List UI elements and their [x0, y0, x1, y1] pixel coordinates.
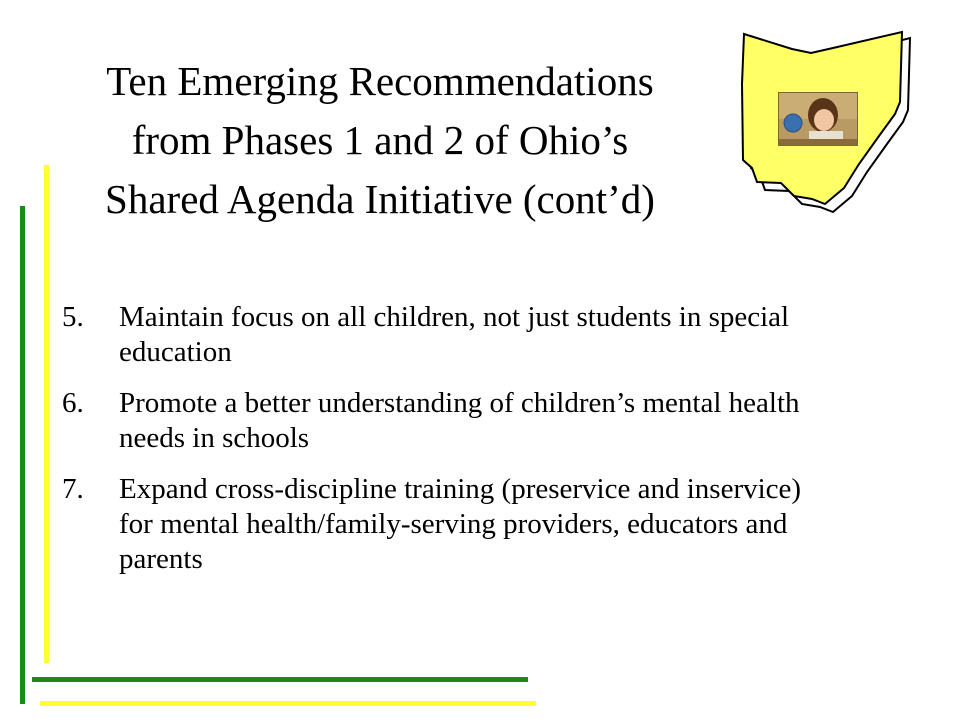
list-item	[62, 300, 952, 370]
title-line-1: Ten Emerging Recommendations	[106, 58, 654, 104]
slide-title	[55, 52, 705, 229]
item-text	[119, 386, 952, 456]
item-number: 5.	[62, 301, 84, 333]
recommendations-list	[62, 300, 952, 593]
list-item	[62, 472, 952, 577]
child-at-desk-photo	[778, 92, 858, 146]
item-text-line: parents	[119, 543, 203, 575]
item-text-line: for mental health/family-serving providers, educators and	[119, 508, 788, 540]
title-line-2: from Phases 1 and 2 of Ohio’s	[131, 117, 629, 163]
green-vertical-bar	[20, 206, 25, 704]
green-horizontal-bar	[32, 677, 528, 682]
yellow-vertical-bar	[44, 165, 49, 663]
item-text	[119, 472, 952, 577]
yellow-horizontal-bar	[40, 701, 536, 706]
item-number: 6.	[62, 387, 84, 419]
item-text	[119, 300, 952, 370]
item-text-line: needs in schools	[119, 422, 310, 454]
item-number: 7.	[62, 473, 84, 505]
item-text-line: Maintain focus on all children, not just students in special	[119, 301, 790, 333]
item-text-line: Expand cross-discipline training (preservice and inservice)	[119, 473, 802, 505]
item-text-line: education	[119, 336, 232, 368]
title-line-3: Shared Agenda Initiative (cont’d)	[105, 176, 655, 222]
item-text-line: Promote a better understanding of children’s mental health	[119, 387, 800, 419]
list-item	[62, 386, 952, 456]
